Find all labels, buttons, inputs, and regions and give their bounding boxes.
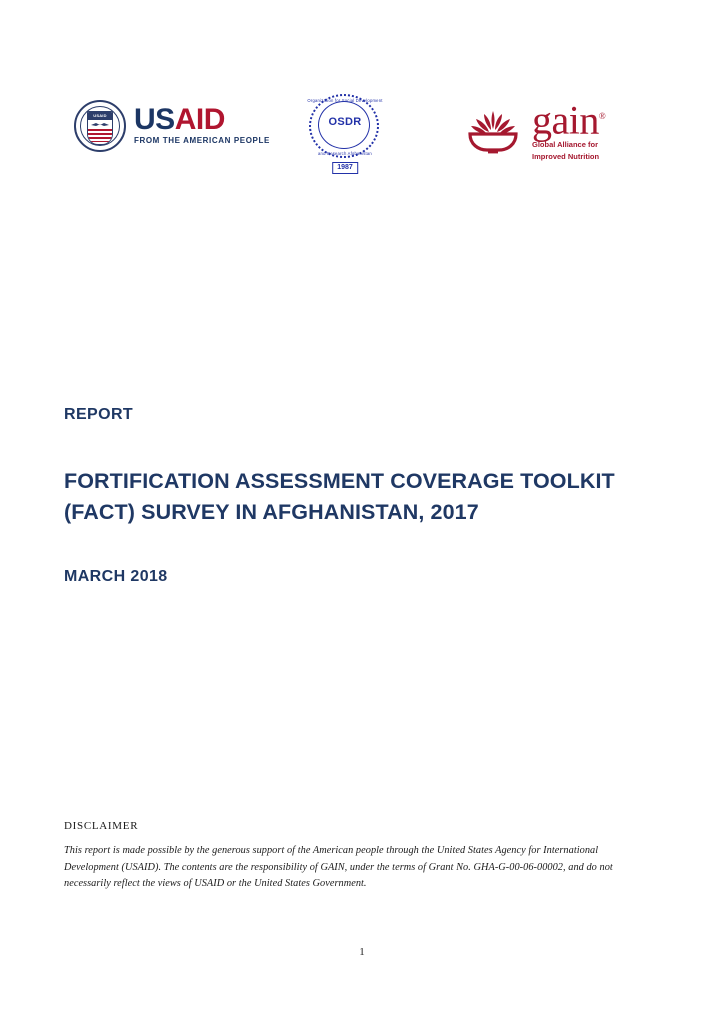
gain-wordmark: [532, 98, 605, 162]
usaid-shield-icon: [87, 111, 113, 145]
eagle-icon: [91, 122, 109, 127]
osdr-logo: [307, 92, 383, 178]
osdr-seal-icon: [307, 92, 383, 178]
gain-registered-mark: ®: [598, 111, 606, 121]
disclaimer-block: [64, 818, 639, 893]
usaid-seal-text: USAID: [88, 112, 112, 120]
usaid-seal-icon: [74, 100, 126, 152]
report-label: REPORT: [64, 406, 134, 423]
page-title: FORTIFICATION ASSESSMENT COVERAGE TOOLKIT (FACT) SURVEY IN AFGHANISTAN, 2017: [64, 469, 615, 524]
usaid-word-us: US: [134, 103, 175, 136]
osdr-ring-text-bottom: and Research Afghanistan: [318, 151, 372, 156]
gain-tagline-line2: Improved Nutrition: [532, 152, 600, 162]
page-number: 1: [359, 946, 365, 958]
gain-tagline-line1: Global Alliance for: [532, 140, 598, 150]
osdr-ring-text-top: Organization for Social Development: [307, 98, 383, 103]
gain-wordmark-text: [532, 97, 606, 143]
gain-word: gain: [532, 97, 599, 143]
usaid-wordmark: [134, 105, 270, 147]
gain-bowl-wheat-icon: [466, 105, 522, 155]
usaid-eagle-band: [88, 120, 112, 129]
gain-logo: [466, 98, 605, 162]
osdr-acronym: OSDR: [328, 116, 362, 128]
disclaimer-heading: DISCLAIMER: [64, 820, 139, 832]
usaid-logo: [74, 100, 270, 152]
usaid-word-aid: AID: [174, 103, 225, 136]
usaid-tagline: FROM THE AMERICAN PEOPLE: [134, 136, 270, 145]
usaid-wordmark-text: [134, 105, 270, 135]
title-block: [64, 404, 644, 588]
osdr-year: 1987: [332, 162, 358, 174]
logo-band: [0, 92, 724, 182]
document-date: MARCH 2018: [64, 568, 168, 585]
usaid-stripes-icon: [88, 129, 112, 142]
disclaimer-body: This report is made possible by the generous support of the American people through the United States Agency for International Development (USAID). The contents are the responsibility of GAIN, under the terms of Grant No. GHA-G-00-06-00002, and do not necessarily reflect the views of USAID or the United States Government.: [64, 845, 613, 889]
